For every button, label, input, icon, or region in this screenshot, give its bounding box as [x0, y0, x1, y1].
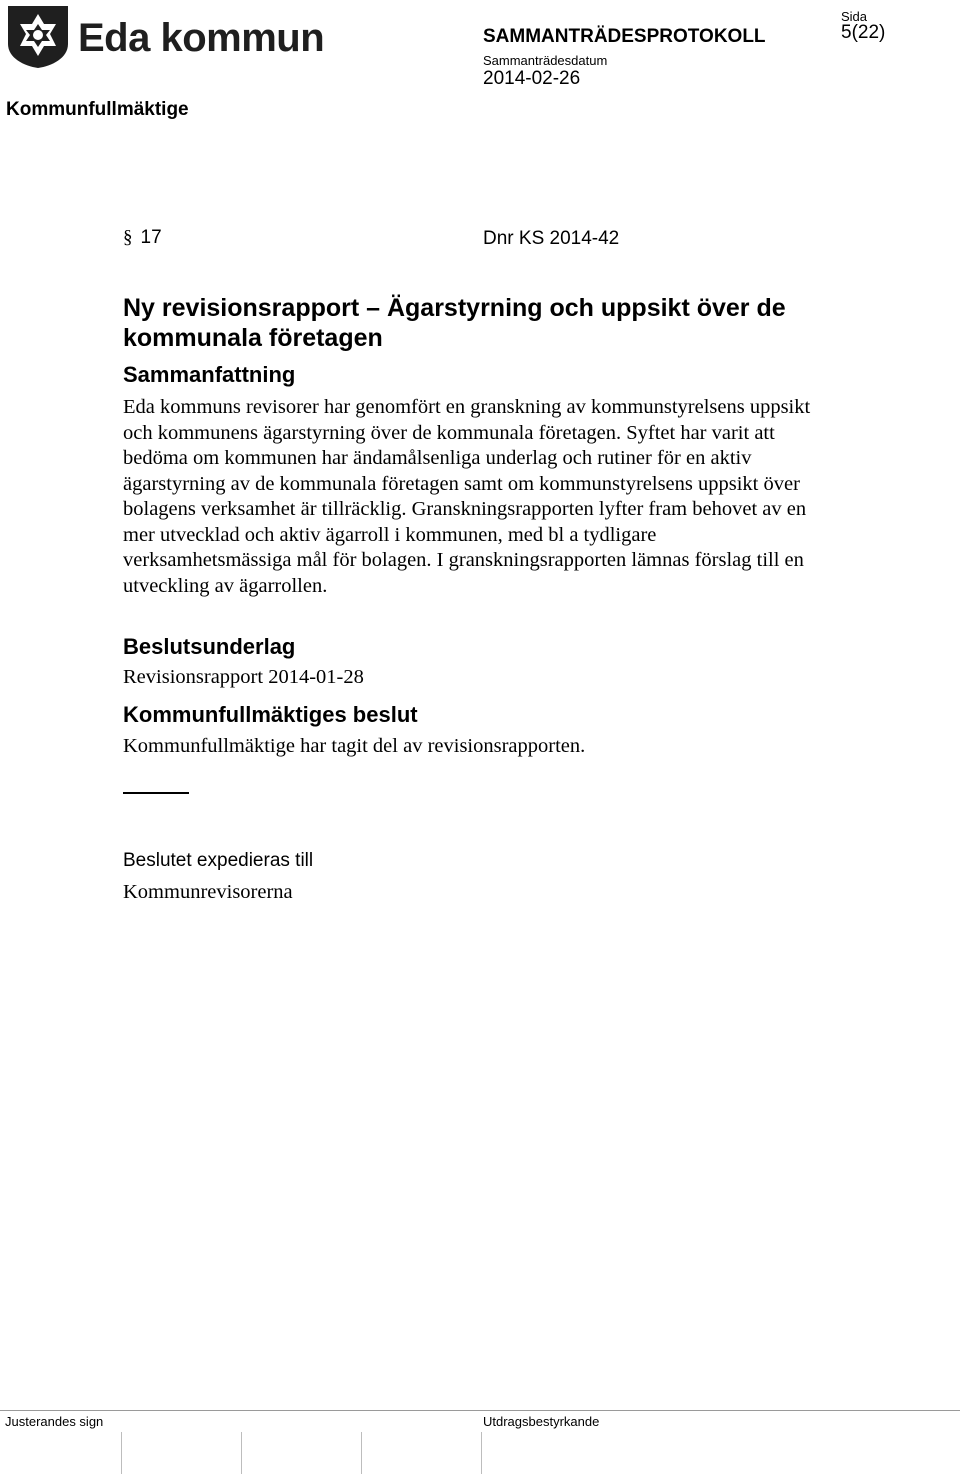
dispatch-recipient: Kommunrevisorerna: [123, 881, 293, 903]
page-number: 5(22): [841, 22, 886, 43]
dispatch-heading: Beslutet expedieras till: [123, 850, 314, 871]
section-title: Ny revisionsrapport – Ägarstyrning och uppsikt över de kommunala företagen: [123, 294, 786, 352]
extract-certification-label: Utdragsbestyrkande: [483, 1414, 600, 1429]
case-number: Dnr KS 2014-42: [483, 228, 620, 249]
meeting-date: 2014-02-26: [483, 68, 581, 89]
meeting-date-label: Sammanträdesdatum: [483, 53, 608, 68]
section-end-divider: [123, 792, 189, 794]
footer-divider: [0, 1410, 960, 1411]
paragraph-number: [123, 227, 162, 249]
paragraph-number-value: 17: [140, 227, 162, 248]
page-label: Sida: [841, 9, 868, 24]
decision-text: Kommunfullmäktige har tagit del av revisionsrapporten.: [123, 735, 586, 757]
basis-heading: Beslutsunderlag: [123, 634, 296, 659]
signature-box-divider: [241, 1432, 242, 1474]
svg-text:Eda kommun: Eda kommun: [78, 16, 325, 60]
eda-kommun-logo: [6, 4, 325, 68]
summary-paragraph: Eda kommuns revisorer har genomfört en granskning av kommunstyrelsens uppsikt och kommunens ägarstyrning över de kommunala företagen. Syftet har varit att bedöma om kommunen har ändamålsenliga underlag och rutiner för en aktiv ägarstyrning av de kommunala företagen samt om kommunstyrelsens uppsikt över bolagens verksamhet är tillräcklig. Granskningsrapporten lyfter fram behovet av en mer utvecklad och aktiv ägarroll i kommunen, med bl a tydligare verksamhetsmässiga mål för bolagen. I granskningsrapporten lämnas förslag till en utveckling av ägarrollen.: [123, 396, 811, 597]
document-title: SAMMANTRÄDESPROTOKOLL: [483, 26, 766, 47]
summary-heading: Sammanfattning: [123, 362, 296, 387]
signers-label: Justerandes sign: [5, 1414, 104, 1429]
basis-text: Revisionsrapport 2014-01-28: [123, 666, 364, 688]
signature-box-divider: [361, 1432, 362, 1474]
paragraph-sign: §: [123, 227, 133, 248]
organization-name: Kommunfullmäktige: [6, 99, 189, 120]
decision-heading: Kommunfullmäktiges beslut: [123, 702, 418, 727]
signature-box-divider: [481, 1432, 482, 1474]
signature-box-divider: [121, 1432, 122, 1474]
